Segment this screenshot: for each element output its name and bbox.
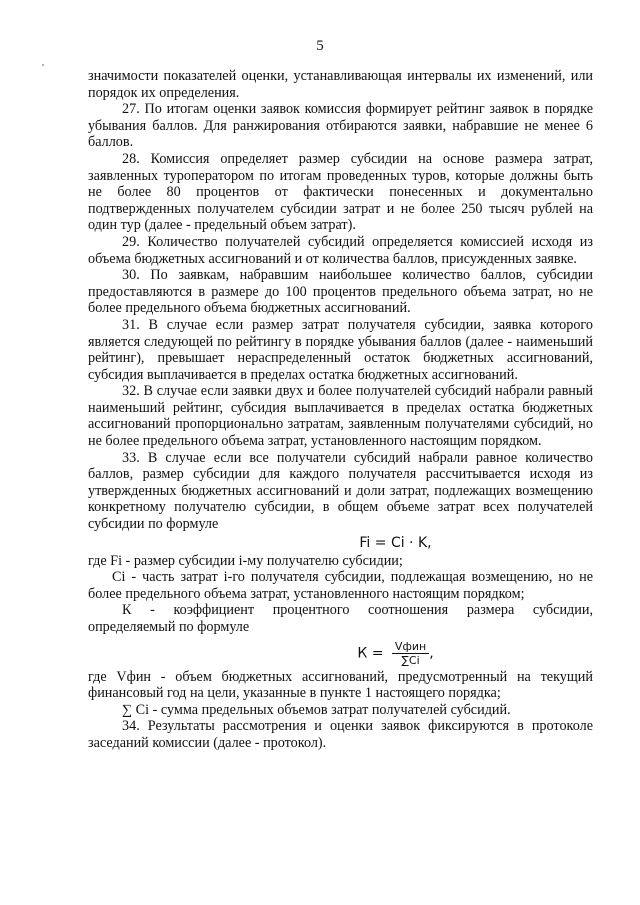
formula-k-denominator: ∑Ci	[401, 653, 420, 667]
definition-sum: ∑ Ci - сумма предельных объемов затрат получателей субсидий.	[122, 701, 511, 718]
paragraph-27: 27. По итогам оценки заявок комиссия формирует рейтинг заявок в порядке убывания баллов. Для ранжирования отбираются заявки, набравшие не менее 6 баллов.	[88, 101, 593, 151]
formula-coefficient	[88, 640, 593, 667]
formula-k-lhs: К =	[357, 645, 384, 662]
paragraph-31: 31. В случае если размер затрат получателя субсидии, заявка которого является следующей по рейтингу в порядке убывания баллов (далее - наименьший рейтинг), превышает нераспределенный остаток бюджетных ассигнований, субсидия выплачивается в пределах остатка бюджетных ассигнований.	[88, 316, 593, 383]
definition-v: где Vфин - объем бюджетных ассигнований, предусмотренный на текущий финансовый год на цели, указанные в пункте 1 настоящего порядка;	[88, 668, 593, 702]
formula-subsidy: Fi = Ci · K,	[359, 534, 432, 551]
formula-k-tail: ,	[429, 645, 434, 662]
paragraph-28: 28. Комиссия определяет размер субсидии на основе размера затрат, заявленных туроператором по итогам проведенных туров, которые должны быть не более 80 процентов от фактически понесенных и документально подтвержденных получателем субсидии затрат и не более 250 тысяч рублей на один тур (далее - предельный объем затрат).	[88, 150, 593, 234]
scan-artifact-dot	[42, 64, 44, 66]
page-number: 5	[316, 38, 324, 54]
paragraph-32: 32. В случае если заявки двух и более получателей субсидий набрали равный наименьший рейтинг, субсидия выплачивается в пределах остатка бюджетных ассигнований пропорционально затратам, заявленным получателями субсидий, но не более предельного объема затрат, установленного настоящим порядком.	[88, 383, 593, 450]
paragraph-33: 33. В случае если все получатели субсидий набрали равное количество баллов, размер субсидии для каждого получателя рассчитывается исходя из утвержденных бюджетных ассигнований и доли затрат, подлежащих возмещению конкретному получателю субсидии, в общем объеме затрат всех получателей субсидии по формуле	[88, 449, 593, 533]
paragraph-34: 34. Результаты рассмотрения и оценки заявок фиксируются в протоколе заседаний комиссии (далее - протокол).	[88, 718, 593, 751]
definition-c: Ci - часть затрат i-го получателя субсидии, подлежащая возмещению, но не более предельного объема затрат, установленного настоящим порядком;	[88, 569, 593, 602]
definition-f: где Fi - размер субсидии i-му получателю субсидии;	[88, 552, 403, 569]
paragraph-29: 29. Количество получателей субсидий определяется комиссией исходя из объема бюджетных ассигнований и от количества баллов, присужденных заявке.	[88, 233, 593, 267]
paragraph-intro: значимости показателей оценки, устанавливающая интервалы их изменений, или порядок их определения.	[88, 68, 593, 101]
paragraph-30: 30. По заявкам, набравшим наибольшее количество баллов, субсидии предоставляются в размере до 100 процентов предельного объема затрат, но не более предельного объема бюджетных ассигнований.	[88, 267, 593, 317]
formula-k-fraction	[392, 640, 429, 667]
document-body	[88, 68, 593, 752]
definition-k: К - коэффициент процентного соотношения размера субсидии, определяемый по формуле	[88, 602, 593, 635]
formula-k-numerator: Vфин	[392, 640, 429, 654]
